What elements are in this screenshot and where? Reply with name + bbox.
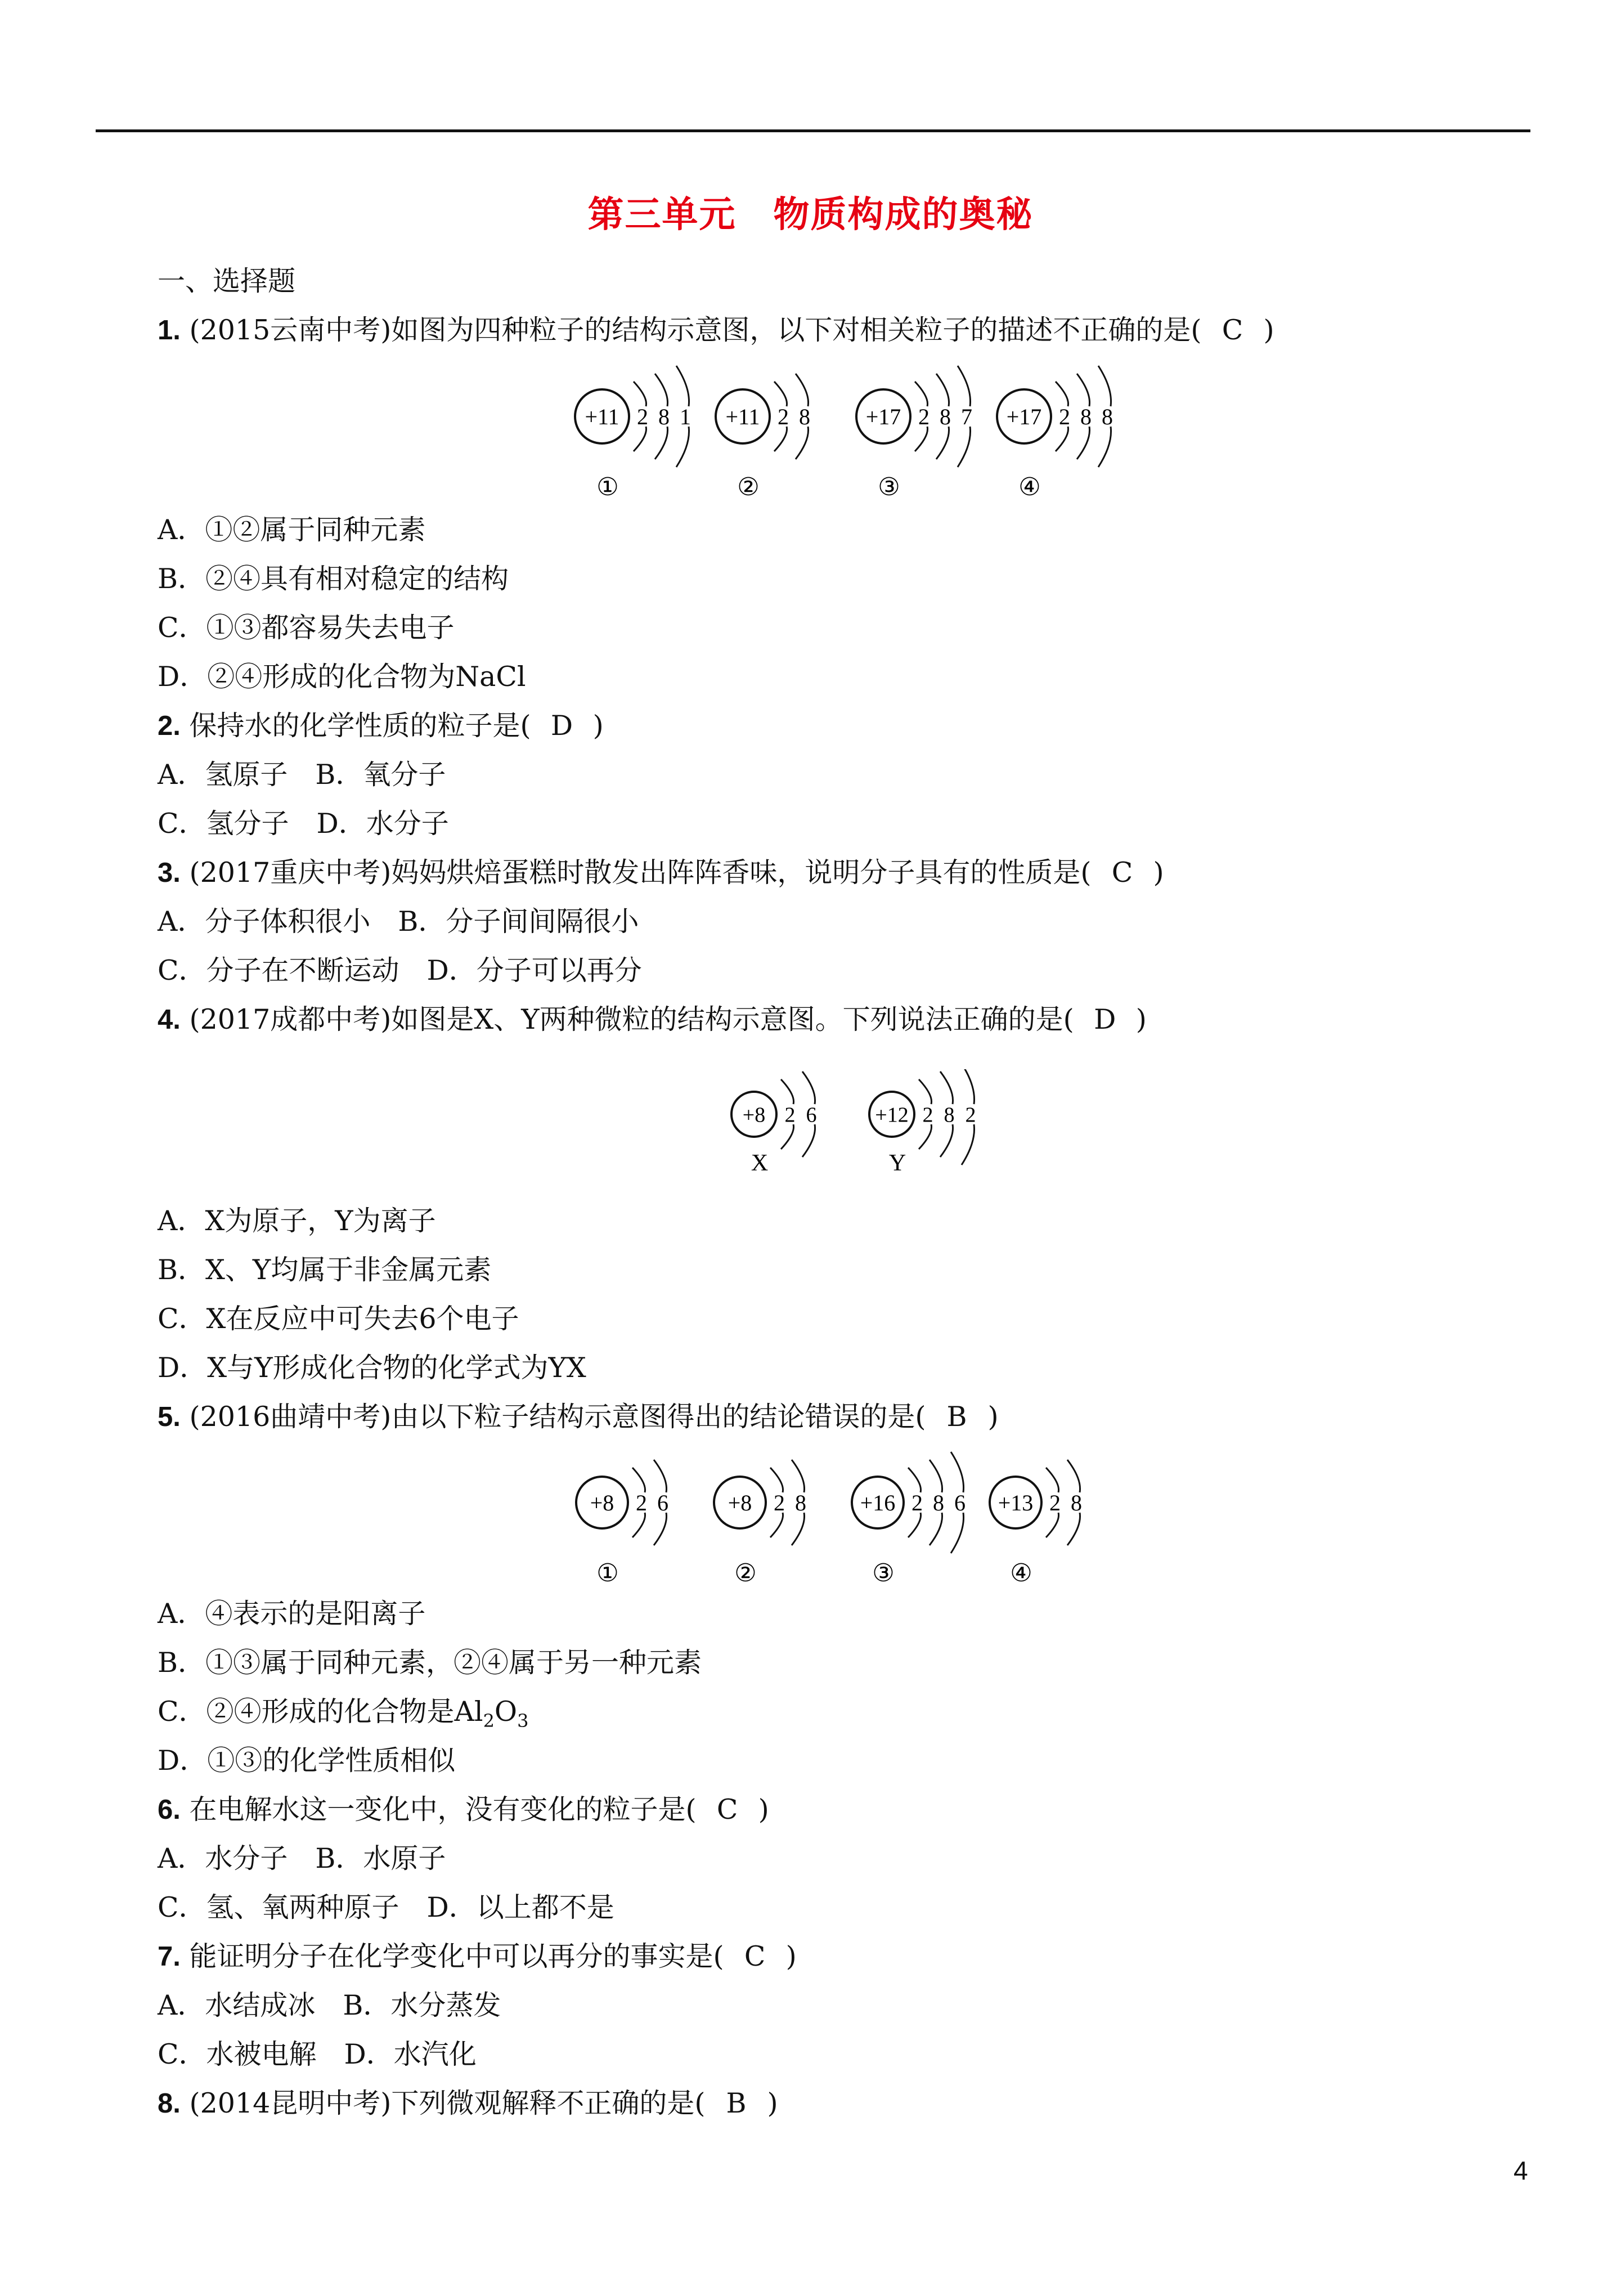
shell-arc <box>796 427 809 459</box>
particle-label: ① <box>596 473 619 501</box>
option: B．②④具有相对稳定的结构 <box>158 563 509 595</box>
shell-electron-count: 2 <box>965 1103 976 1127</box>
option: C．氢、氧两种原子 D．以上都不是 <box>158 1891 614 1923</box>
shell-arc <box>930 1460 942 1492</box>
question-number: 3. <box>158 858 181 888</box>
particle-label: ③ <box>872 1559 895 1587</box>
question-8 <box>158 2087 778 2120</box>
option: B．①③属于同种元素，②④属于另一种元素 <box>158 1647 702 1679</box>
shell-electron-count: 2 <box>778 404 789 429</box>
shell-electron-count: 6 <box>954 1490 966 1515</box>
particle-label: X <box>751 1150 769 1176</box>
close-paren: ) <box>987 1401 999 1433</box>
question-number: 8. <box>158 2088 181 2119</box>
nucleus-charge: +8 <box>590 1490 614 1515</box>
particle <box>869 1069 976 1176</box>
shell-electron-count: 8 <box>1080 404 1092 429</box>
subscript: 2 <box>483 1710 495 1732</box>
nucleus-charge: +16 <box>860 1490 896 1515</box>
shell-arc <box>1046 1468 1059 1492</box>
shell-electron-count: 6 <box>806 1103 817 1127</box>
question-number: 4. <box>158 1004 181 1035</box>
shell-arc <box>919 1079 932 1104</box>
nucleus-charge: +11 <box>585 404 619 429</box>
shell-arc <box>940 1124 953 1157</box>
atom-structure-diagram-q1 <box>563 355 1125 518</box>
shell-arc <box>1098 427 1111 467</box>
nucleus-charge: +8 <box>728 1490 752 1515</box>
shell-arc <box>915 382 928 406</box>
shell-arc <box>1056 382 1068 406</box>
question-1 <box>158 313 1274 347</box>
shell-electron-count: 6 <box>657 1490 668 1515</box>
shell-electron-count: 2 <box>637 404 648 429</box>
shell-electron-count: 8 <box>799 404 810 429</box>
shell-electron-count: 2 <box>922 1103 933 1127</box>
section-heading: 一、选择题 <box>158 265 296 297</box>
particle-label: ② <box>734 1559 757 1587</box>
shell-arc <box>962 1069 975 1104</box>
question-stem: (2015云南中考)如图为四种粒子的结构示意图，以下对相关粒子的描述不正确的是( <box>189 314 1202 346</box>
answer: D <box>550 710 573 742</box>
option-text: C．②④形成的化合物是Al <box>158 1696 483 1728</box>
shell-electron-count: 2 <box>636 1490 647 1515</box>
question-number: 6. <box>158 1795 181 1825</box>
shell-arc <box>655 427 668 459</box>
question-3 <box>158 856 1164 890</box>
particle-label: ④ <box>1018 473 1041 501</box>
shell-arc <box>796 374 809 406</box>
shell-arc <box>1067 1460 1080 1492</box>
subscript: 3 <box>517 1710 529 1732</box>
shell-arc <box>774 427 787 451</box>
nucleus-charge: +13 <box>998 1490 1034 1515</box>
shell-electron-count: 8 <box>944 1103 955 1127</box>
shell-electron-count: 8 <box>1071 1490 1082 1515</box>
shell-electron-count: 1 <box>680 404 691 429</box>
shell-arc <box>676 427 689 467</box>
option: C．氢分子 D．水分子 <box>158 808 449 840</box>
particle <box>856 366 972 501</box>
shell-arc <box>936 427 949 459</box>
shell-electron-count: 8 <box>1102 404 1113 429</box>
page-number: 4 <box>1514 2156 1528 2185</box>
shell-arc <box>632 1513 645 1537</box>
particle <box>576 1460 668 1587</box>
atom-structure-diagram-q4 <box>715 1069 1007 1193</box>
shell-arc <box>951 1452 964 1492</box>
answer: C <box>1222 314 1243 346</box>
shell-arc <box>951 1513 964 1553</box>
particle <box>990 1460 1082 1587</box>
question-stem: (2017成都中考)如图是X、Y两种微粒的结构示意图。下列说法正确的是( <box>189 1003 1074 1035</box>
shell-arc <box>958 366 971 406</box>
particle <box>716 374 810 501</box>
shell-arc <box>940 1071 953 1104</box>
shell-electron-count: 7 <box>961 404 972 429</box>
shell-arc <box>1077 374 1090 406</box>
nucleus-charge: +17 <box>865 404 901 429</box>
shell-arc <box>1067 1513 1080 1545</box>
shell-arc <box>919 1124 932 1149</box>
question-6 <box>158 1793 769 1827</box>
question-5 <box>158 1400 999 1434</box>
answer: B <box>946 1401 967 1433</box>
question-stem: 在电解水这一变化中，没有变化的粒子是( <box>189 1793 697 1826</box>
shell-arc <box>654 1460 667 1492</box>
close-paren: ) <box>592 710 604 742</box>
shell-arc <box>781 1079 794 1104</box>
question-number: 5. <box>158 1402 181 1432</box>
shell-arc <box>792 1460 805 1492</box>
shell-arc <box>1098 366 1111 406</box>
question-stem: (2017重庆中考)妈妈烘焙蛋糕时散发出阵阵香味，说明分子具有的性质是( <box>189 856 1092 889</box>
nucleus-charge: +12 <box>875 1103 909 1127</box>
particle-label: Y <box>888 1150 906 1176</box>
shell-arc <box>770 1513 783 1537</box>
shell-arc <box>634 382 646 406</box>
answer: B <box>726 2087 747 2119</box>
nucleus-charge: +8 <box>742 1103 766 1127</box>
question-stem: 能证明分子在化学变化中可以再分的事实是( <box>189 1940 724 1972</box>
option: A．④表示的是阳离子 <box>158 1598 426 1630</box>
question-stem: (2014昆明中考)下列微观解释不正确的是( <box>189 2087 706 2119</box>
close-paren: ) <box>785 1940 797 1972</box>
question-7 <box>158 1940 797 1974</box>
header-rule <box>96 129 1530 132</box>
shell-arc <box>634 427 646 451</box>
option: A．①②属于同种元素 <box>158 514 426 546</box>
shell-electron-count: 2 <box>918 404 930 429</box>
shell-arc <box>774 382 787 406</box>
shell-electron-count: 2 <box>1049 1490 1061 1515</box>
shell-arc <box>930 1513 942 1545</box>
option: D．X与Y形成化合物的化学式为YX <box>158 1352 586 1384</box>
option: A．X为原子，Y为离子 <box>158 1205 436 1237</box>
particle <box>714 1460 806 1587</box>
shell-arc <box>655 374 668 406</box>
shell-arc <box>908 1513 921 1537</box>
formula-part: O <box>494 1696 518 1728</box>
particle-label: ③ <box>878 473 900 501</box>
option: C．X在反应中可失去6个电子 <box>158 1303 519 1335</box>
atom-structure-diagram-q5 <box>563 1441 1125 1598</box>
shell-arc <box>958 427 971 467</box>
page-title: 第三单元 物质构成的奥秘 <box>587 194 1034 236</box>
close-paren: ) <box>1153 856 1164 889</box>
particle <box>997 366 1113 501</box>
option: B．X、Y均属于非金属元素 <box>158 1254 492 1286</box>
shell-arc <box>770 1468 783 1492</box>
close-paren: ) <box>1263 314 1274 346</box>
close-paren: ) <box>767 2087 778 2119</box>
question-stem: (2016曲靖中考)由以下粒子结构示意图得出的结论错误的是( <box>189 1401 926 1433</box>
shell-arc <box>908 1468 921 1492</box>
option: D．①③的化学性质相似 <box>158 1745 456 1777</box>
close-paren: ) <box>1135 1003 1147 1035</box>
question-2 <box>158 709 604 743</box>
shell-electron-count: 8 <box>795 1490 806 1515</box>
shell-arc <box>1046 1513 1059 1537</box>
answer: D <box>1094 1003 1116 1035</box>
option: A．水分子 B．水原子 <box>158 1842 446 1875</box>
shell-arc <box>632 1468 645 1492</box>
shell-arc <box>1056 427 1068 451</box>
shell-arc <box>802 1124 815 1157</box>
question-4 <box>158 1003 1147 1037</box>
nucleus-charge: +17 <box>1006 404 1042 429</box>
shell-electron-count: 8 <box>658 404 670 429</box>
shell-arc <box>962 1124 975 1165</box>
shell-arc <box>676 366 689 406</box>
option: D．②④形成的化合物为NaCl <box>158 661 526 693</box>
particle-label: ① <box>596 1559 619 1587</box>
shell-arc <box>1077 427 1090 459</box>
particle <box>731 1071 817 1176</box>
particle-label: ④ <box>1010 1559 1032 1587</box>
shell-arc <box>802 1071 815 1104</box>
shell-arc <box>654 1513 667 1545</box>
shell-arc <box>936 374 949 406</box>
nucleus-charge: +11 <box>725 404 760 429</box>
option: A．水结成冰 B．水分蒸发 <box>158 1989 501 2021</box>
question-number: 1. <box>158 315 181 346</box>
close-paren: ) <box>758 1793 769 1826</box>
option: A．分子体积很小 B．分子间间隔很小 <box>158 905 639 938</box>
particle <box>852 1452 966 1587</box>
shell-arc <box>792 1513 805 1545</box>
shell-arc <box>915 427 928 451</box>
shell-electron-count: 8 <box>933 1490 944 1515</box>
shell-electron-count: 2 <box>1059 404 1070 429</box>
question-number: 7. <box>158 1941 181 1972</box>
question-number: 2. <box>158 711 181 741</box>
question-stem: 保持水的化学性质的粒子是( <box>189 710 531 742</box>
answer: C <box>744 1940 766 1972</box>
particle <box>575 366 691 501</box>
shell-electron-count: 2 <box>784 1103 796 1127</box>
option: C．水被电解 D．水汽化 <box>158 2038 477 2070</box>
option: C．分子在不断运动 D．分子可以再分 <box>158 954 642 986</box>
shell-electron-count: 2 <box>911 1490 923 1515</box>
shell-electron-count: 8 <box>940 404 951 429</box>
particle-label: ② <box>737 473 760 501</box>
answer: C <box>716 1793 738 1826</box>
option: A．氢原子 B．氧分子 <box>158 759 446 791</box>
shell-electron-count: 2 <box>774 1490 785 1515</box>
option-c-formula <box>158 1695 528 1738</box>
option: C．①③都容易失去电子 <box>158 612 455 644</box>
answer: C <box>1111 856 1133 889</box>
shell-arc <box>781 1124 794 1149</box>
